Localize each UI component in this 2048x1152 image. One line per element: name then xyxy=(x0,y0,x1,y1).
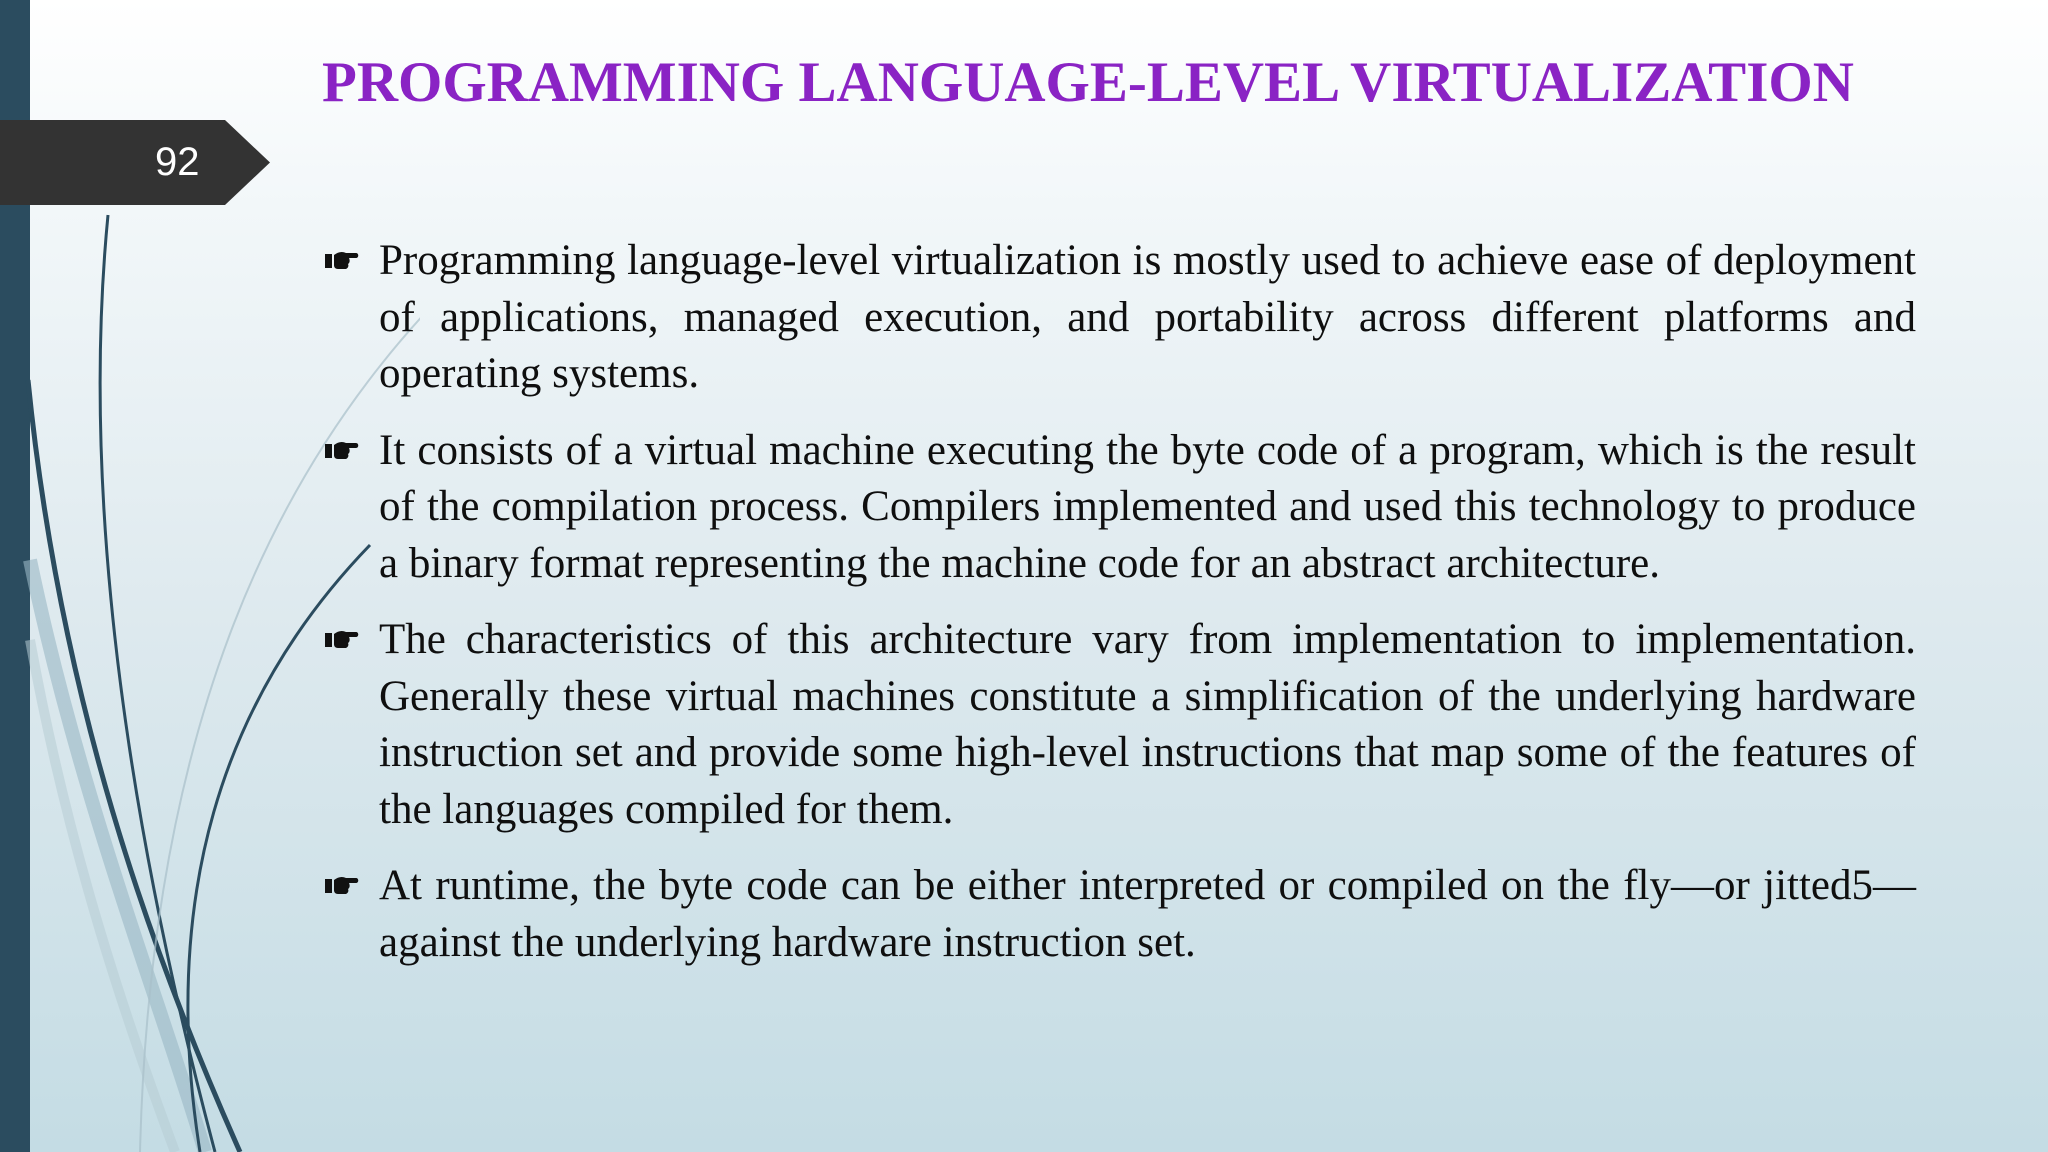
bullet-text: It consists of a virtual machine executing the byte code of a program, which is the result of the compilation process. Compilers implemented and used this technology to produce a binary format representing the machine code for an abstract architecture. xyxy=(379,426,1916,587)
right-pointing-hand-icon xyxy=(324,250,360,272)
swoosh-line xyxy=(30,640,175,1152)
bullet-list xyxy=(322,233,1916,991)
bullet-item xyxy=(322,612,1916,838)
bullet-item xyxy=(322,233,1916,403)
right-pointing-hand-icon xyxy=(324,875,360,897)
slide-title: PROGRAMMING LANGUAGE-LEVEL VIRTUALIZATION xyxy=(322,51,1854,114)
swoosh-line xyxy=(100,215,215,1152)
bullet-text: Programming language-level virtualization is mostly used to achieve ease of deployment of applications, managed execution, and portability across different platforms and operating systems. xyxy=(379,237,1916,397)
bullet-text: At runtime, the byte code can be either interpreted or compiled on the fly—or jitted5—against the underlying hardware instruction set. xyxy=(379,862,1916,966)
swoosh-line xyxy=(30,560,205,1152)
right-pointing-hand-icon xyxy=(324,629,360,651)
bullet-item xyxy=(322,423,1916,593)
bullet-item xyxy=(322,858,1916,971)
bullet-text: The characteristics of this architecture vary from implementation to implementation. Generally these virtual machines constitute a simplification of the underlying hardware instruction set and provide some high-level instructions that map some of the features of the languages compiled for them. xyxy=(379,616,1916,833)
swoosh-line xyxy=(28,380,240,1152)
slide-number: 92 xyxy=(155,140,200,184)
slide-number-tab xyxy=(0,120,270,205)
right-pointing-hand-icon xyxy=(324,440,360,462)
